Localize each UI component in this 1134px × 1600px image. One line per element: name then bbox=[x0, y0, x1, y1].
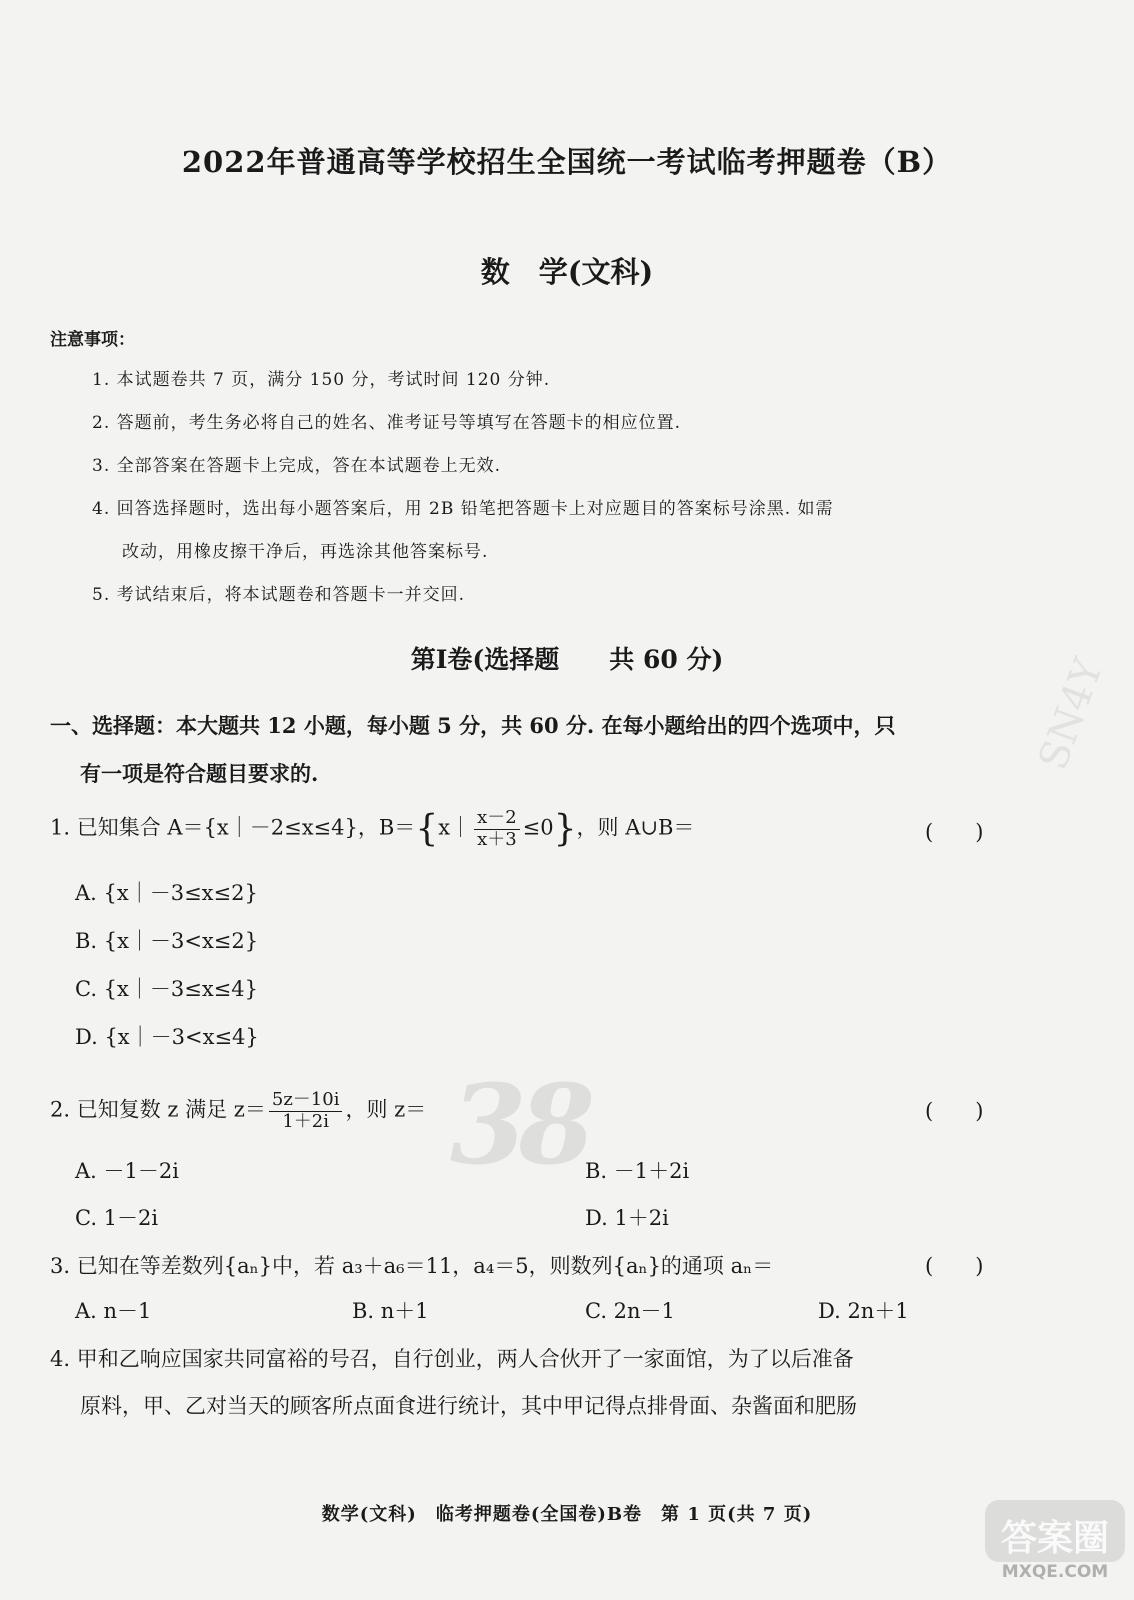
fraction-denominator: 1＋2i bbox=[282, 1110, 330, 1132]
exam-title: 2022年普通高等学校招生全国统一考试临考押题卷（B） bbox=[181, 145, 953, 179]
answer-paren-3: ( ) bbox=[925, 1254, 984, 1278]
q3-option-a: A. n－1 bbox=[75, 1299, 152, 1323]
question-1-prefix: 1. 已知集合 A＝{x｜－2≤x≤4}，B＝ bbox=[50, 815, 416, 840]
q3-option-b: B. n＋1 bbox=[352, 1299, 429, 1323]
notice-item-4: 4. 回答选择题时，选出每小题答案后，用 2B 铅笔把答题卡上对应题目的答案标号涂黑. 如需 bbox=[92, 499, 834, 519]
side-watermark: SN4Y bbox=[1030, 652, 1113, 776]
notice-item-5: 5. 考试结束后，将本试题卷和答题卡一并交回. bbox=[92, 585, 466, 605]
question-1 bbox=[50, 808, 694, 850]
q3-option-d: D. 2n＋1 bbox=[818, 1299, 909, 1323]
volume-title: 第Ⅰ卷(选择题 共 60 分) bbox=[410, 645, 724, 674]
notice-item-2: 2. 答题前，考生务必将自己的姓名、准考证号等填写在答题卡的相应位置. bbox=[92, 413, 682, 433]
section-instructions-line2: 有一项是符合题目要求的. bbox=[80, 761, 319, 786]
question-4-line1: 4. 甲和乙响应国家共同富裕的号召，自行创业，两人合伙开了一家面馆，为了以后准备 bbox=[50, 1347, 854, 1371]
q1-option-c: C. {x｜－3≤x≤4} bbox=[75, 977, 258, 1001]
q3-option-c: C. 2n－1 bbox=[585, 1299, 675, 1323]
fraction-numerator: 5z－10i bbox=[269, 1090, 343, 1112]
question-2-suffix: ，则 z＝ bbox=[345, 1097, 427, 1122]
q2-option-c: C. 1－2i bbox=[75, 1206, 159, 1230]
question-4-line2: 原料，甲、乙对当天的顾客所点面食进行统计，其中甲记得点排骨面、杂酱面和肥肠 bbox=[80, 1394, 857, 1418]
question-1-fraction bbox=[474, 808, 520, 850]
q2-option-b: B. －1＋2i bbox=[585, 1159, 690, 1183]
q1-option-b: B. {x｜－3<x≤2} bbox=[75, 929, 259, 953]
set-close-brace: } bbox=[553, 808, 577, 850]
fraction-numerator: x－2 bbox=[474, 808, 520, 830]
set-open-brace: { bbox=[415, 808, 439, 850]
fraction-denominator: x＋3 bbox=[477, 828, 517, 850]
watermark-38: 38 bbox=[450, 1060, 588, 1189]
notice-item-4-continued: 改动，用橡皮擦干净后，再选涂其他答案标号. bbox=[122, 542, 489, 562]
q1-option-a: A. {x｜－3≤x≤2} bbox=[75, 881, 258, 905]
question-2-fraction bbox=[269, 1090, 343, 1132]
q2-option-d: D. 1＋2i bbox=[585, 1206, 669, 1230]
question-3: 3. 已知在等差数列{aₙ}中，若 a₃＋a₆＝11，a₄＝5，则数列{aₙ}的通项 aₙ＝ bbox=[50, 1254, 774, 1278]
set-variable: x｜ bbox=[438, 815, 472, 840]
logo-main-text: 答案圈 bbox=[1000, 1518, 1109, 1559]
answer-paren-1: ( ) bbox=[925, 820, 984, 844]
subject-title: 数 学(文科) bbox=[480, 255, 654, 289]
site-logo bbox=[985, 1500, 1125, 1595]
q1-option-d: D. {x｜－3<x≤4} bbox=[75, 1025, 259, 1049]
question-2-prefix: 2. 已知复数 z 满足 z＝ bbox=[50, 1097, 266, 1122]
logo-url-text: MXQE.COM bbox=[1001, 1562, 1109, 1582]
fraction-condition: ≤0 bbox=[522, 815, 554, 840]
question-2 bbox=[50, 1090, 426, 1132]
question-1-suffix: ，则 A∪B＝ bbox=[576, 815, 695, 840]
section-instructions-line1: 一、选择题：本大题共 12 小题，每小题 5 分，共 60 分. 在每小题给出的四个选项中，只 bbox=[50, 713, 896, 738]
notice-heading: 注意事项： bbox=[50, 330, 135, 350]
page-footer: 数学(文科) 临考押题卷(全国卷)B卷 第 1 页(共 7 页) bbox=[321, 1504, 813, 1525]
notice-item-3: 3. 全部答案在答题卡上完成，答在本试题卷上无效. bbox=[92, 456, 502, 476]
answer-paren-2: ( ) bbox=[925, 1099, 984, 1123]
q2-option-a: A. －1－2i bbox=[75, 1159, 179, 1183]
notice-item-1: 1. 本试题卷共 7 页，满分 150 分，考试时间 120 分钟. bbox=[92, 370, 551, 390]
